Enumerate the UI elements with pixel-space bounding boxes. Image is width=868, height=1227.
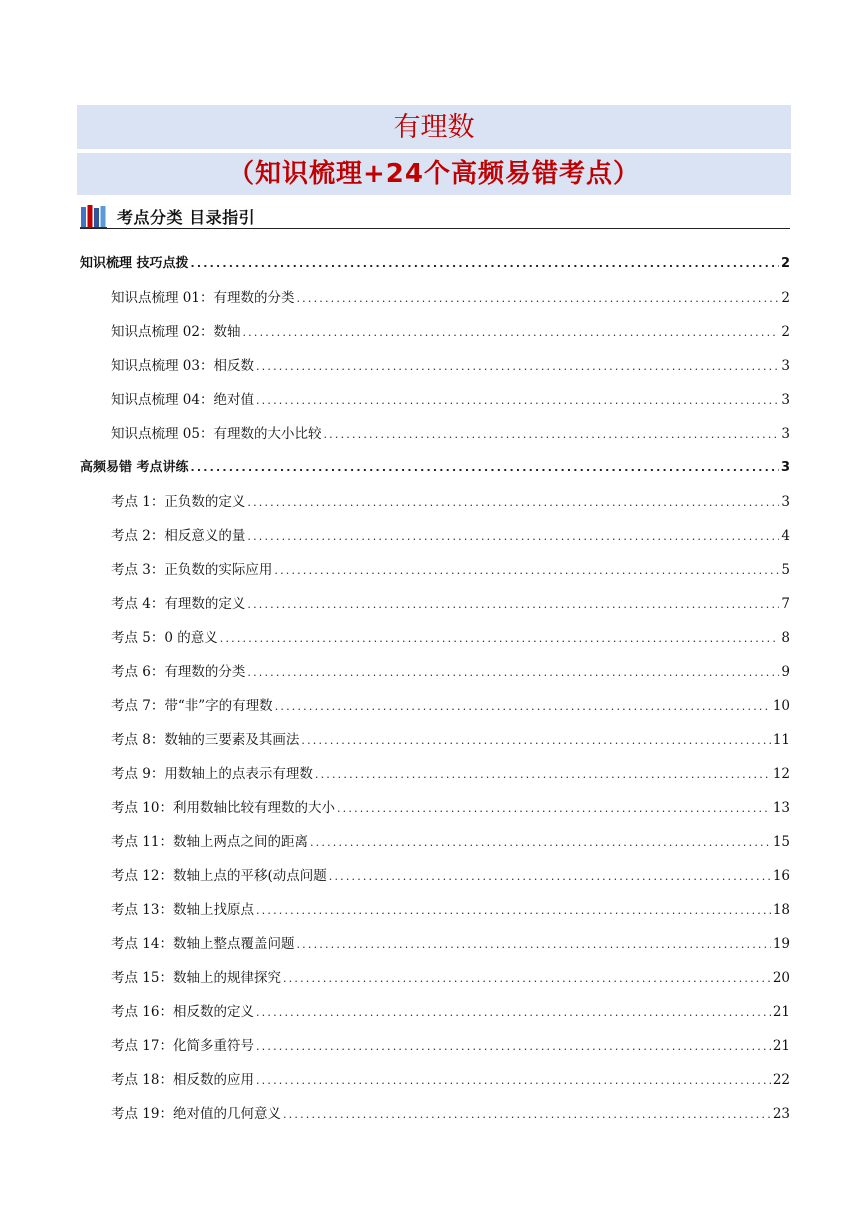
toc-entry[interactable] (111, 592, 790, 612)
toc-page-number: 22 (772, 1072, 790, 1088)
toc-page-number: 11 (772, 732, 790, 748)
toc-page-number: 12 (772, 766, 790, 782)
toc-leader-dots (283, 1108, 771, 1121)
toc-page-number: 5 (781, 562, 790, 578)
toc-leader-dots (256, 360, 779, 373)
toc-entry[interactable] (111, 898, 790, 918)
toc-entry[interactable] (111, 864, 790, 884)
toc-page-number: 21 (772, 1004, 790, 1020)
toc-entry-label: 知识点梳理 04：绝对值 (111, 392, 254, 408)
toc-entry[interactable] (111, 490, 790, 510)
toc-entry[interactable] (111, 388, 790, 408)
toc-entry-label: 考点 14：数轴上整点覆盖问题 (111, 936, 295, 952)
toc-page-number: 16 (772, 868, 790, 884)
toc-entry-label: 考点 17：化简多重符号 (111, 1038, 254, 1054)
toc-entry[interactable] (111, 558, 790, 578)
toc-entry[interactable] (111, 1102, 790, 1122)
toc-leader-dots (247, 496, 779, 509)
toc-entry[interactable] (111, 1034, 790, 1054)
toc-page-number: 2 (781, 324, 790, 340)
toc-leader-dots (247, 666, 779, 679)
toc-leader-dots (329, 870, 771, 883)
toc-leader-dots (275, 700, 771, 713)
toc-page-number: 2 (781, 290, 790, 306)
toc-leader-dots (301, 734, 770, 747)
toc-entry[interactable] (111, 660, 790, 680)
toc-page-number: 3 (780, 460, 790, 475)
toc-entry-label: 考点 7：带“非”字的有理数 (111, 698, 273, 714)
toc-leader-dots (323, 428, 779, 441)
toc-section-entry[interactable] (80, 456, 790, 476)
toc-entry[interactable] (111, 1000, 790, 1020)
toc-entry-label: 考点 16：相反数的定义 (111, 1004, 254, 1020)
toc-entry-label: 考点 3：正负数的实际应用 (111, 562, 273, 578)
toc-page-number: 2 (780, 256, 790, 271)
document-title: 有理数 (77, 105, 791, 149)
toc-entry[interactable] (111, 966, 790, 986)
toc-leader-dots (315, 768, 771, 781)
toc-leader-dots (310, 836, 771, 849)
toc-entry[interactable] (111, 762, 790, 782)
toc-entry-label: 考点 18：相反数的应用 (111, 1072, 254, 1088)
toc-leader-dots (191, 257, 779, 270)
toc-page-number: 7 (781, 596, 790, 612)
toc-page-number: 3 (781, 392, 790, 408)
toc-entry[interactable] (111, 796, 790, 816)
toc-entry[interactable] (111, 932, 790, 952)
toc-entry[interactable] (111, 694, 790, 714)
toc-page-number: 3 (781, 494, 790, 510)
toc-entry[interactable] (111, 830, 790, 850)
toc-leader-dots (337, 802, 771, 815)
toc-leader-dots (247, 530, 779, 543)
toc-page-number: 18 (772, 902, 790, 918)
toc-entry[interactable] (111, 286, 790, 306)
toc-leader-dots (242, 326, 779, 339)
toc-leader-dots (274, 564, 779, 577)
toc-leader-dots (256, 1040, 771, 1053)
toc-entry-label: 考点 15：数轴上的规律探究 (111, 970, 281, 986)
toc-page-number: 19 (772, 936, 790, 952)
toc-entry-label: 知识点梳理 03：相反数 (111, 358, 254, 374)
toc-page-number: 8 (781, 630, 790, 646)
toc-entry[interactable] (111, 320, 790, 340)
toc-entry-label: 知识点梳理 02：数轴 (111, 324, 241, 340)
toc-entry-label: 高频易错 考点讲练 (80, 460, 189, 475)
toc-entry[interactable] (111, 422, 790, 442)
toc-entry-label: 考点 6：有理数的分类 (111, 664, 246, 680)
toc-page-number: 23 (772, 1106, 790, 1122)
toc-leader-dots (256, 1006, 771, 1019)
toc-leader-dots (256, 1074, 771, 1087)
toc-page-number: 3 (781, 426, 790, 442)
section-label: 考点分类 目录指引 (117, 208, 256, 227)
toc-entry-label: 考点 10：利用数轴比较有理数的大小 (111, 800, 335, 816)
toc-leader-dots (247, 598, 779, 611)
toc-page-number: 3 (781, 358, 790, 374)
toc-leader-dots (296, 938, 770, 951)
toc-entry[interactable] (111, 354, 790, 374)
toc-page-number: 13 (772, 800, 790, 816)
toc-page-number: 9 (781, 664, 790, 680)
toc-entry-label: 考点 8：数轴的三要素及其画法 (111, 732, 300, 748)
toc-entry-label: 考点 19：绝对值的几何意义 (111, 1106, 281, 1122)
toc-entry-label: 考点 12：数轴上点的平移(动点问题 (111, 868, 327, 884)
toc-entry[interactable] (111, 626, 790, 646)
toc-entry[interactable] (111, 524, 790, 544)
toc-leader-dots (256, 904, 771, 917)
toc-entry-label: 考点 1：正负数的定义 (111, 494, 246, 510)
toc-entry-label: 考点 13：数轴上找原点 (111, 902, 254, 918)
toc-entry-label: 知识点梳理 05：有理数的大小比较 (111, 426, 322, 442)
toc-page-number: 4 (781, 528, 790, 544)
toc-entry-label: 考点 2：相反意义的量 (111, 528, 246, 544)
toc-entry[interactable] (111, 1068, 790, 1088)
document-subtitle: （知识梳理+24个高频易错考点） (77, 153, 791, 195)
toc-entry-label: 考点 9：用数轴上的点表示有理数 (111, 766, 313, 782)
toc-entry-label: 考点 11：数轴上两点之间的距离 (111, 834, 308, 850)
toc-page-number: 20 (772, 970, 790, 986)
toc-leader-dots (220, 632, 780, 645)
toc-entry-label: 考点 4：有理数的定义 (111, 596, 246, 612)
toc-leader-dots (296, 292, 779, 305)
toc-page-number: 10 (772, 698, 790, 714)
toc-section-entry[interactable] (80, 252, 790, 272)
toc-leader-dots (191, 461, 779, 474)
toc-leader-dots (283, 972, 771, 985)
toc-entry-label: 知识梳理 技巧点拨 (80, 256, 189, 271)
toc-entry-label: 考点 5：0 的意义 (111, 630, 218, 646)
toc-entry[interactable] (111, 728, 790, 748)
toc-leader-dots (256, 394, 779, 407)
toc-page-number: 15 (772, 834, 790, 850)
toc-entry-label: 知识点梳理 01：有理数的分类 (111, 290, 295, 306)
toc-page-number: 21 (772, 1038, 790, 1054)
